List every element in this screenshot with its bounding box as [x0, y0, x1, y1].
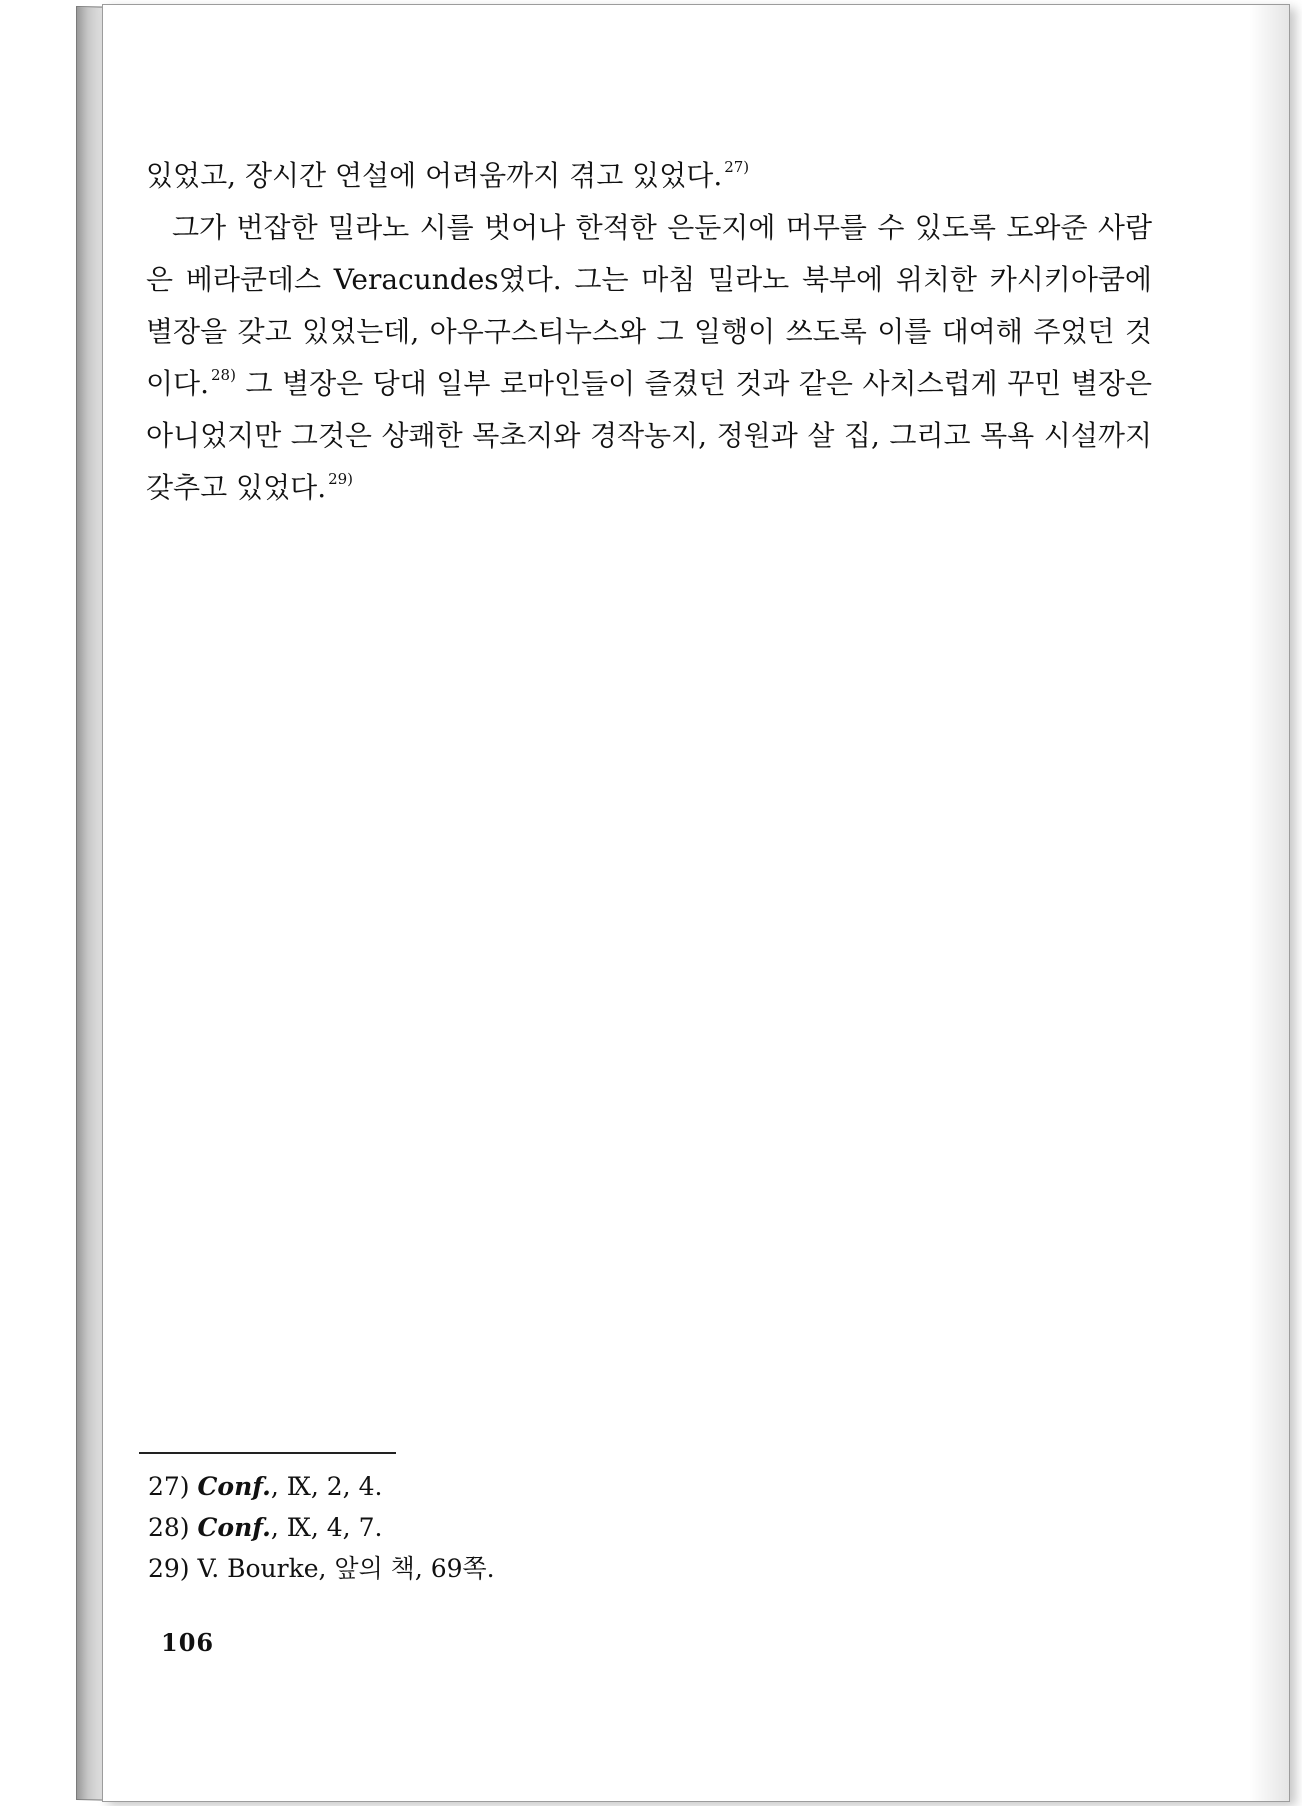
footnote-divider — [139, 1452, 396, 1454]
footnote-source: Conf. — [197, 1513, 271, 1542]
paragraph-1 — [146, 150, 1152, 202]
paragraph-2-text-a: 그가 번잡한 밀라노 시를 벗어나 한적한 은둔지에 머무를 수 있도록 도와준 사람은 베라쿤데스 Veracundes였다. 그는 마침 밀라노 북부에 위치한 카시키아쿰에 별장을 갖고 있었는데, 아우구스티누스와 그 일행이 쓰도록 이를 대여해 주었던 것이다. — [146, 211, 1152, 400]
paragraph-2-text-b: 그 별장은 당대 일부 로마인들이 즐겼던 것과 같은 사치스럽게 꾸민 별장은 아니었지만 그것은 상쾌한 목초지와 경작농지, 정원과 살 집, 그리고 목욕 시설까지 갖추고 있었다. — [146, 367, 1152, 504]
footnote-28 — [148, 1507, 948, 1548]
page-number: 106 — [161, 1628, 215, 1657]
footnote-number: 29) — [148, 1554, 190, 1583]
paragraph-1-text: 있었고, 장시간 연설에 어려움까지 겪고 있었다. — [146, 159, 723, 192]
footnote-source: Conf. — [197, 1472, 271, 1501]
body-text — [146, 150, 1152, 514]
footnote-number: 28) — [148, 1513, 190, 1542]
footnote-ref-29[interactable]: 29) — [328, 470, 354, 488]
page-edge-shade — [1249, 5, 1289, 1801]
footnote-27 — [148, 1466, 948, 1507]
footnote-detail: , Ⅸ, 4, 7. — [270, 1513, 383, 1542]
footnote-ref-28[interactable]: 28) — [211, 366, 236, 384]
footnote-detail: , Ⅸ, 2, 4. — [270, 1472, 383, 1501]
footnote-detail: V. Bourke, 앞의 책, 69쪽. — [197, 1554, 495, 1583]
footnote-number: 27) — [148, 1472, 190, 1501]
footnote-ref-27[interactable]: 27) — [724, 158, 750, 176]
footnotes — [148, 1466, 948, 1589]
footnote-29 — [148, 1548, 948, 1589]
paragraph-2 — [146, 202, 1152, 514]
